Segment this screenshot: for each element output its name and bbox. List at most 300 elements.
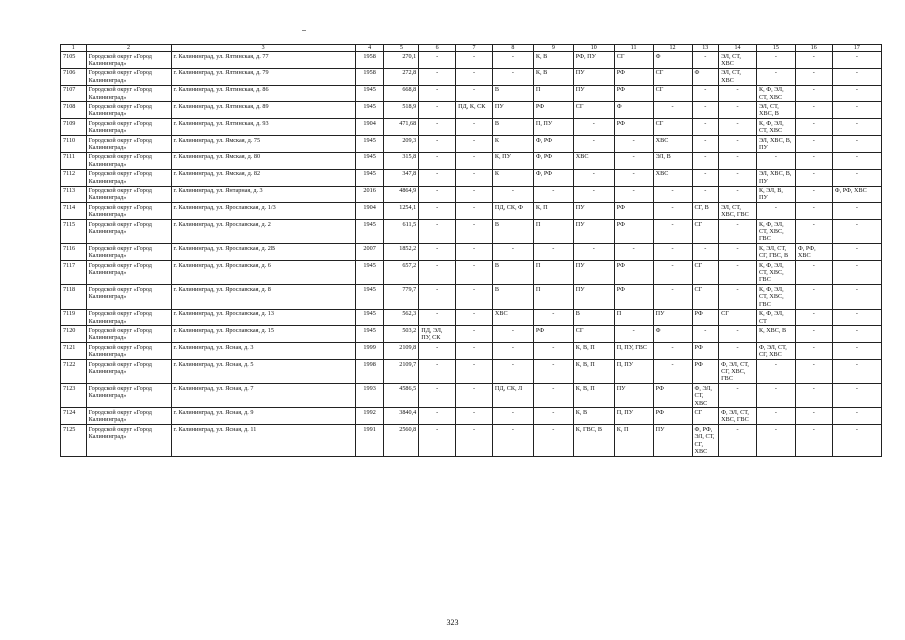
table-cell: ПУ <box>492 102 533 119</box>
table-cell: СГ, В <box>692 203 719 220</box>
table-row <box>61 68 882 85</box>
table-cell: К, В, П <box>573 343 614 360</box>
table-row <box>61 326 882 343</box>
table-cell: - <box>419 343 456 360</box>
table-cell: - <box>719 425 757 457</box>
table-cell: - <box>419 425 456 457</box>
table-cell: - <box>456 244 493 261</box>
table-cell: - <box>795 384 832 408</box>
table-cell: К, В, П <box>573 360 614 384</box>
table-row <box>61 52 882 69</box>
table-cell: К, Ф, ЭЛ, СТ, ХВС <box>756 85 795 102</box>
table-cell: - <box>756 52 795 69</box>
table-cell: - <box>795 203 832 220</box>
table-cell: СГ <box>719 309 757 326</box>
table-cell: Ф, ЭЛ, СТ, ХВС, ГВС <box>719 408 757 425</box>
table-cell: Городской округ «Город Калининград» <box>86 85 171 102</box>
table-cell: Городской округ «Город Калининград» <box>86 285 171 309</box>
table-cell: г. Калининград, ул. Ярославская, д. 15 <box>171 326 355 343</box>
table-cell: Городской округ «Город Калининград» <box>86 261 171 285</box>
table-cell: 1999 <box>355 343 384 360</box>
table-cell: 7111 <box>61 152 87 169</box>
table-cell: 1904 <box>355 203 384 220</box>
table-cell: ПУ <box>653 309 692 326</box>
table-cell: К, В <box>573 408 614 425</box>
table-cell: - <box>419 68 456 85</box>
table-cell: ПУ <box>573 203 614 220</box>
table-cell: ЭЛ, СТ, ХВС <box>719 52 757 69</box>
table-cell: К <box>492 136 533 153</box>
table-cell: К, П <box>614 425 653 457</box>
table-cell: - <box>692 52 719 69</box>
table-cell: ПУ <box>573 220 614 244</box>
table-cell: 2016 <box>355 186 384 203</box>
table-cell: 2109,8 <box>384 343 419 360</box>
table-cell: 1958 <box>355 68 384 85</box>
table-cell: СГ <box>653 85 692 102</box>
table-cell: 1945 <box>355 85 384 102</box>
register-table-sheet <box>60 44 882 457</box>
table-cell: ПД, СК, Ф <box>492 203 533 220</box>
table-cell: 7116 <box>61 244 87 261</box>
table-cell: Городской округ «Город Калининград» <box>86 136 171 153</box>
table-cell: 1852,2 <box>384 244 419 261</box>
table-cell: - <box>832 203 881 220</box>
table-cell: К <box>492 169 533 186</box>
table-cell: 1991 <box>355 425 384 457</box>
table-cell: ХВС <box>573 152 614 169</box>
table-row <box>61 136 882 153</box>
table-cell: Городской округ «Город Калининград» <box>86 326 171 343</box>
table-cell: 7108 <box>61 102 87 119</box>
table-cell: - <box>456 285 493 309</box>
table-cell: - <box>419 186 456 203</box>
table-cell: П, ПУ <box>533 119 573 136</box>
table-cell: СГ <box>692 408 719 425</box>
table-cell: - <box>533 384 573 408</box>
table-cell: П, ПУ <box>614 360 653 384</box>
table-cell: 7120 <box>61 326 87 343</box>
table-cell: - <box>756 384 795 408</box>
table-cell: 471,68 <box>384 119 419 136</box>
table-row <box>61 384 882 408</box>
table-cell: - <box>795 136 832 153</box>
table-cell: Городской округ «Город Калининград» <box>86 52 171 69</box>
table-cell: 1945 <box>355 169 384 186</box>
table-cell: РФ <box>614 220 653 244</box>
table-cell: РФ <box>533 326 573 343</box>
table-cell: ЭЛ, СТ, ХВС, ГВС <box>719 203 757 220</box>
table-cell: 562,3 <box>384 309 419 326</box>
table-cell: - <box>456 68 493 85</box>
table-cell: - <box>795 102 832 119</box>
table-cell: - <box>653 220 692 244</box>
table-cell: 347,8 <box>384 169 419 186</box>
table-cell: РФ <box>614 119 653 136</box>
table-cell: ХВС <box>492 309 533 326</box>
table-cell: - <box>533 186 573 203</box>
table-cell: 7118 <box>61 285 87 309</box>
table-row <box>61 360 882 384</box>
table-cell: СГ <box>573 102 614 119</box>
table-cell: - <box>573 244 614 261</box>
table-cell: Городской округ «Город Калининград» <box>86 102 171 119</box>
table-cell: 1945 <box>355 261 384 285</box>
table-cell: - <box>456 203 493 220</box>
table-cell: - <box>692 152 719 169</box>
table-cell: 315,8 <box>384 152 419 169</box>
table-cell: П <box>533 261 573 285</box>
table-cell: г. Калининград, ул. Ялтинская, д. 89 <box>171 102 355 119</box>
table-cell: - <box>832 220 881 244</box>
table-cell: 779,7 <box>384 285 419 309</box>
table-cell: ПУ <box>573 285 614 309</box>
table-cell: - <box>533 425 573 457</box>
table-cell: - <box>419 384 456 408</box>
table-cell: - <box>719 244 757 261</box>
table-cell: РФ <box>692 343 719 360</box>
table-cell: Городской округ «Город Калининград» <box>86 343 171 360</box>
table-cell: - <box>795 309 832 326</box>
table-cell: - <box>573 136 614 153</box>
table-cell: П <box>533 220 573 244</box>
table-cell: СГ <box>692 220 719 244</box>
table-cell: - <box>795 360 832 384</box>
table-cell: 611,5 <box>384 220 419 244</box>
table-cell: К, П <box>533 203 573 220</box>
table-cell: - <box>795 85 832 102</box>
table-cell: - <box>653 203 692 220</box>
column-header: 1 <box>61 45 87 52</box>
table-cell: - <box>456 326 493 343</box>
table-cell: г. Калининград, ул. Ямская, д. 75 <box>171 136 355 153</box>
table-cell: - <box>832 408 881 425</box>
table-cell: - <box>419 244 456 261</box>
table-cell: СГ <box>573 326 614 343</box>
table-cell: ПУ <box>573 68 614 85</box>
table-cell: - <box>692 102 719 119</box>
column-header: 3 <box>171 45 355 52</box>
table-cell: - <box>456 384 493 408</box>
table-cell: - <box>795 169 832 186</box>
table-cell: 518,9 <box>384 102 419 119</box>
table-cell: ПД, К, СК <box>456 102 493 119</box>
table-cell: - <box>719 220 757 244</box>
table-cell: - <box>756 425 795 457</box>
table-cell: ПД, ЭЛ, ПУ, СК <box>419 326 456 343</box>
table-cell: 1993 <box>355 384 384 408</box>
table-cell: Ф, РФ <box>533 169 573 186</box>
table-cell: ПУ <box>573 261 614 285</box>
table-cell: Городской округ «Город Калининград» <box>86 169 171 186</box>
table-cell: К, ГВС, В <box>573 425 614 457</box>
table-cell: К, Ф, ЭЛ, СТ, ХВС, ГВС <box>756 285 795 309</box>
table-cell: - <box>832 285 881 309</box>
table-cell: - <box>719 152 757 169</box>
column-header: 8 <box>492 45 533 52</box>
table-cell: СГ <box>614 52 653 69</box>
column-header: 5 <box>384 45 419 52</box>
table-cell: - <box>456 360 493 384</box>
table-cell: Городской округ «Город Калининград» <box>86 309 171 326</box>
table-cell: - <box>533 343 573 360</box>
table-cell: 7107 <box>61 85 87 102</box>
table-cell: - <box>795 261 832 285</box>
table-cell: 7124 <box>61 408 87 425</box>
table-cell: В <box>492 85 533 102</box>
table-row <box>61 169 882 186</box>
column-header: 9 <box>533 45 573 52</box>
table-cell: П, ПУ <box>614 408 653 425</box>
table-cell: Ф <box>653 52 692 69</box>
table-cell: Ф, РФ, ХВС <box>795 244 832 261</box>
column-header: 2 <box>86 45 171 52</box>
table-cell: г. Калининград, ул. Ясная, д. 11 <box>171 425 355 457</box>
table-row <box>61 309 882 326</box>
table-cell: г. Калининград, ул. Ярославская, д. 2В <box>171 244 355 261</box>
table-cell: - <box>533 408 573 425</box>
table-cell: - <box>756 68 795 85</box>
table-cell: - <box>653 285 692 309</box>
table-cell: - <box>614 326 653 343</box>
table-cell: г. Калининград, ул. Янтарная, д. 3 <box>171 186 355 203</box>
table-cell: К, ЭЛ, В, ПУ <box>756 186 795 203</box>
table-cell: 7125 <box>61 425 87 457</box>
table-cell: - <box>832 309 881 326</box>
table-row <box>61 152 882 169</box>
table-cell: 1958 <box>355 52 384 69</box>
table-cell: - <box>832 261 881 285</box>
table-cell: - <box>692 169 719 186</box>
table-cell: 7112 <box>61 169 87 186</box>
table-cell: К, Ф, ЭЛ, СТ, ХВС <box>756 119 795 136</box>
table-cell: 4586,5 <box>384 384 419 408</box>
table-cell: ПУ <box>573 85 614 102</box>
table-cell: К, ХВС, В <box>756 326 795 343</box>
table-cell: - <box>456 220 493 244</box>
table-cell: - <box>719 85 757 102</box>
table-cell: 657,2 <box>384 261 419 285</box>
table-cell: - <box>419 85 456 102</box>
table-cell: - <box>832 52 881 69</box>
table-cell: Городской округ «Город Калининград» <box>86 360 171 384</box>
table-cell: ЭЛ, ХВС, В, ПУ <box>756 136 795 153</box>
table-cell: - <box>456 408 493 425</box>
table-cell: ЭЛ, СТ, ХВС, В <box>756 102 795 119</box>
table-row <box>61 102 882 119</box>
page-number: 323 <box>446 618 459 627</box>
table-cell: - <box>419 102 456 119</box>
table-cell: - <box>795 119 832 136</box>
table-cell: - <box>795 408 832 425</box>
column-number-row <box>61 45 882 52</box>
column-header: 13 <box>692 45 719 52</box>
table-cell: - <box>492 52 533 69</box>
table-cell: г. Калининград, ул. Ялтинская, д. 79 <box>171 68 355 85</box>
table-cell: г. Калининград, ул. Ясная, д. 3 <box>171 343 355 360</box>
table-row <box>61 244 882 261</box>
table-cell: - <box>419 119 456 136</box>
table-cell: г. Калининград, ул. Ярославская, д. 13 <box>171 309 355 326</box>
table-cell: - <box>832 384 881 408</box>
table-cell: К, Ф, ЭЛ, СТ, ХВС, ГВС <box>756 220 795 244</box>
column-header: 4 <box>355 45 384 52</box>
table-cell: П <box>614 309 653 326</box>
table-cell: - <box>492 68 533 85</box>
table-cell: 503,2 <box>384 326 419 343</box>
table-cell: - <box>756 408 795 425</box>
table-cell: г. Калининград, ул. Ямская, д. 80 <box>171 152 355 169</box>
table-cell: 7123 <box>61 384 87 408</box>
table-cell: СГ <box>692 285 719 309</box>
table-cell: - <box>692 186 719 203</box>
table-cell: - <box>832 119 881 136</box>
table-cell: 1254,1 <box>384 203 419 220</box>
table-cell: ЭЛ, ХВС, В, ПУ <box>756 169 795 186</box>
table-body <box>61 52 882 457</box>
table-cell: 2560,8 <box>384 425 419 457</box>
table-cell: 7119 <box>61 309 87 326</box>
table-cell: ЭЛ, СТ, ХВС <box>719 68 757 85</box>
table-cell: - <box>614 169 653 186</box>
table-cell: - <box>832 136 881 153</box>
table-cell: - <box>456 186 493 203</box>
table-cell: - <box>795 152 832 169</box>
table-cell: - <box>719 169 757 186</box>
table-row <box>61 85 882 102</box>
table-cell: Ф <box>692 68 719 85</box>
table-cell: - <box>492 244 533 261</box>
table-cell: - <box>456 309 493 326</box>
table-cell: 668,8 <box>384 85 419 102</box>
table-cell: - <box>692 136 719 153</box>
table-cell: ПУ <box>614 384 653 408</box>
table-cell: 1992 <box>355 408 384 425</box>
column-header: 12 <box>653 45 692 52</box>
table-cell: - <box>456 136 493 153</box>
table-cell: - <box>832 244 881 261</box>
table-cell: - <box>832 152 881 169</box>
table-cell: - <box>795 220 832 244</box>
column-header: 15 <box>756 45 795 52</box>
table-cell: - <box>456 343 493 360</box>
table-cell: СГ <box>653 68 692 85</box>
table-cell: - <box>832 68 881 85</box>
table-cell: К, Ф, ЭЛ, СТ, ХВС, ГВС <box>756 261 795 285</box>
table-cell: 1945 <box>355 326 384 343</box>
table-cell: - <box>456 119 493 136</box>
table-cell: - <box>795 285 832 309</box>
table-cell: СГ <box>653 119 692 136</box>
table-cell: - <box>456 52 493 69</box>
table-cell: 1904 <box>355 119 384 136</box>
table-cell: - <box>719 186 757 203</box>
table-cell: - <box>614 244 653 261</box>
table-cell: - <box>832 425 881 457</box>
table-cell: - <box>533 309 573 326</box>
table-cell: - <box>419 203 456 220</box>
table-cell: - <box>419 408 456 425</box>
table-cell: РФ <box>692 309 719 326</box>
table-cell: В <box>492 119 533 136</box>
table-cell: 7110 <box>61 136 87 153</box>
table-row <box>61 408 882 425</box>
table-cell: ПД, СК, Л <box>492 384 533 408</box>
table-cell: - <box>533 360 573 384</box>
column-header: 14 <box>719 45 757 52</box>
table-cell: - <box>832 102 881 119</box>
table-cell: РФ <box>614 68 653 85</box>
table-row <box>61 261 882 285</box>
table-cell: 272,8 <box>384 68 419 85</box>
table-cell: - <box>756 152 795 169</box>
table-cell: П <box>533 85 573 102</box>
table-cell: - <box>832 169 881 186</box>
table-cell: 1945 <box>355 285 384 309</box>
table-row <box>61 285 882 309</box>
table-cell: - <box>756 360 795 384</box>
table-cell: - <box>614 136 653 153</box>
table-cell: П <box>533 285 573 309</box>
table-cell: - <box>456 261 493 285</box>
table-cell: П, ПУ, ГВС <box>614 343 653 360</box>
table-cell: Городской округ «Город Калининград» <box>86 425 171 457</box>
table-cell: - <box>719 384 757 408</box>
table-cell: РФ <box>614 203 653 220</box>
table-cell: Ф, РФ <box>533 152 573 169</box>
table-cell: К, ПУ <box>492 152 533 169</box>
table-cell: - <box>795 68 832 85</box>
table-cell: Городской округ «Город Калининград» <box>86 152 171 169</box>
table-row <box>61 186 882 203</box>
table-cell: К, В <box>533 68 573 85</box>
table-cell: - <box>832 360 881 384</box>
table-cell: РФ <box>614 285 653 309</box>
table-cell: 7113 <box>61 186 87 203</box>
table-cell: - <box>795 186 832 203</box>
table-cell: г. Калининград, ул. Ялтинская, д. 77 <box>171 52 355 69</box>
table-cell: г. Калининград, ул. Ямская, д. 82 <box>171 169 355 186</box>
table-cell: К, Ф, ЭЛ, СТ <box>756 309 795 326</box>
table-cell: 7117 <box>61 261 87 285</box>
table-cell: - <box>419 261 456 285</box>
table-cell: Ф <box>614 102 653 119</box>
table-cell: 4864,9 <box>384 186 419 203</box>
table-cell: - <box>832 85 881 102</box>
table-cell: - <box>653 343 692 360</box>
column-header: 10 <box>573 45 614 52</box>
table-cell: Городской округ «Город Калининград» <box>86 408 171 425</box>
table-cell: г. Калининград, ул. Ярославская, д. 2 <box>171 220 355 244</box>
table-cell: - <box>795 326 832 343</box>
table-cell: - <box>719 136 757 153</box>
table-cell: В <box>492 261 533 285</box>
table-cell: - <box>719 343 757 360</box>
table-cell: г. Калининград, ул. Ярославская, д. 6 <box>171 261 355 285</box>
table-cell: - <box>573 169 614 186</box>
column-header: 6 <box>419 45 456 52</box>
column-header: 17 <box>832 45 881 52</box>
table-cell: РФ <box>653 408 692 425</box>
table-cell: - <box>692 326 719 343</box>
table-cell: Городской округ «Город Калининград» <box>86 220 171 244</box>
table-cell: Ф <box>653 326 692 343</box>
column-header: 16 <box>795 45 832 52</box>
table-cell: РФ, ПУ <box>573 52 614 69</box>
table-cell: - <box>653 360 692 384</box>
table-cell: - <box>456 85 493 102</box>
table-cell: - <box>456 152 493 169</box>
